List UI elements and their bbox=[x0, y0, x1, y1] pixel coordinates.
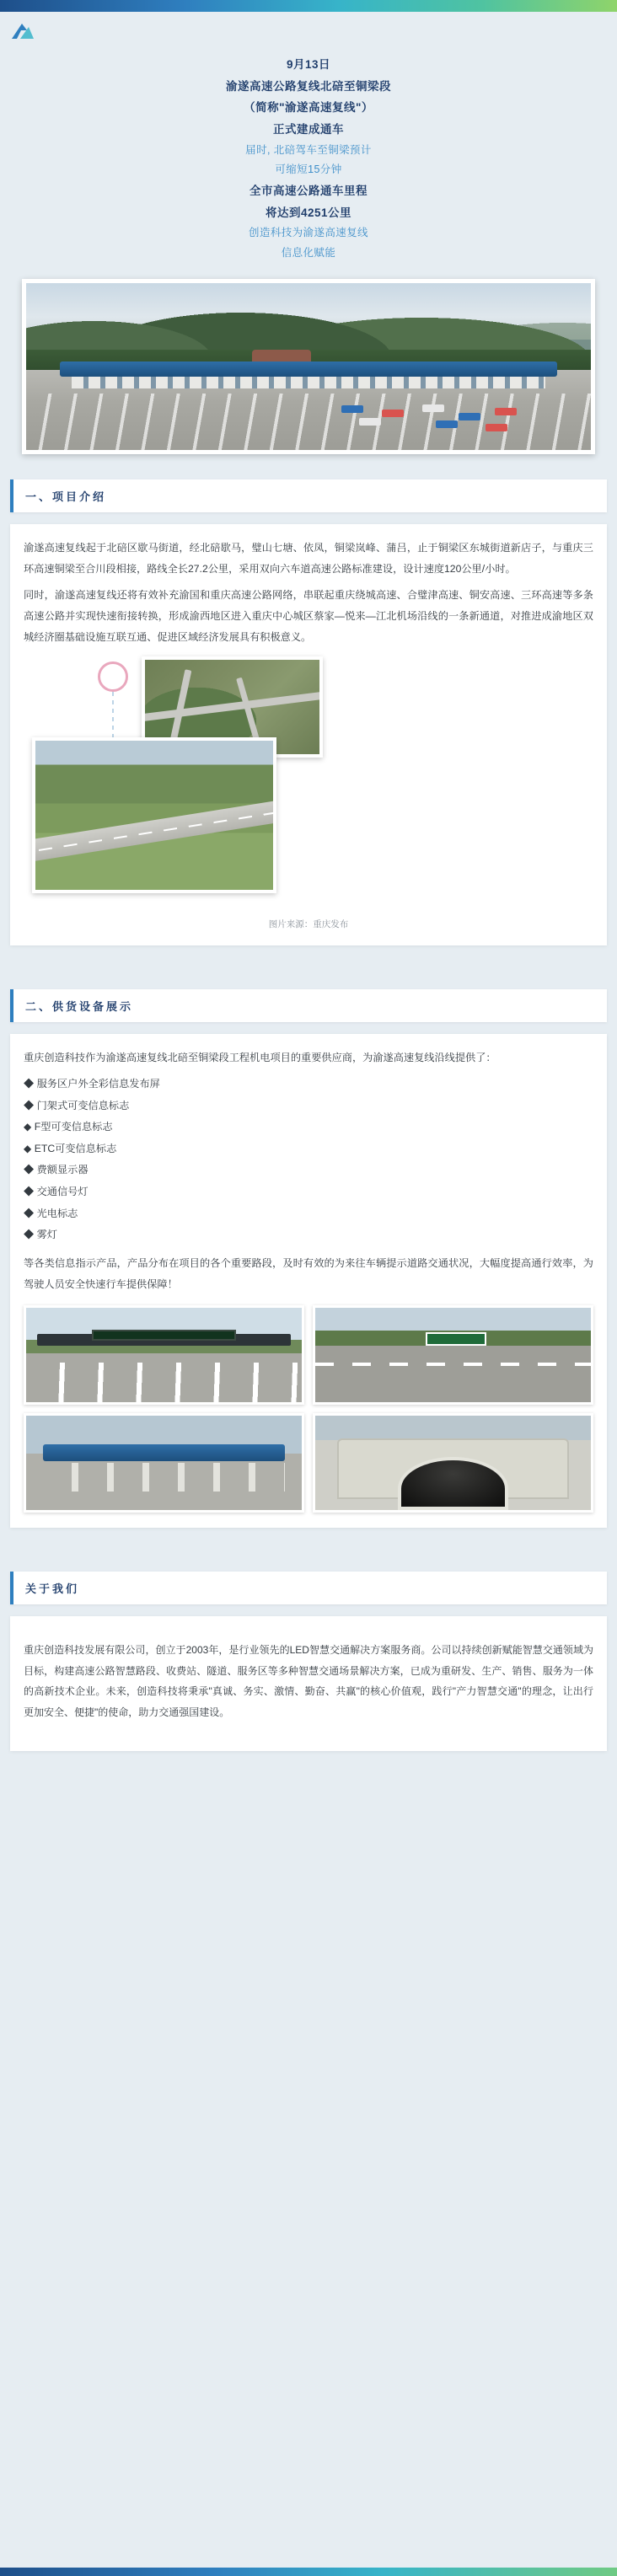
headline-line-9: 信息化赋能 bbox=[281, 247, 336, 260]
headline-line-4: 届时, 北碚驾车至铜梁预计 bbox=[245, 143, 372, 156]
valley-highway-art bbox=[35, 741, 273, 890]
equipment-paragraph-1: 重庆创造科技作为渝遂高速复线北碚至铜梁段工程机电项目的重要供应商，为渝遂高速复线沿线提供了： bbox=[24, 1051, 496, 1063]
company-logo-icon bbox=[8, 20, 37, 46]
intro-photo-collage bbox=[24, 656, 593, 909]
hero-toll-canopy bbox=[60, 361, 557, 377]
spacer-3 bbox=[0, 1765, 617, 1786]
headline-line-1: 渝遂高速公路复线北碚至铜梁段 bbox=[226, 79, 391, 93]
decorative-dotted-line bbox=[112, 692, 114, 742]
about-paragraph: 重庆创造科技发展有限公司，创立于2003年，是行业领先的LED智慧交通解决方案服务商。公司以持续创新赋能智慧交通领域为目标，构建高速公路智慧路段、收费站、隧道、服务区等多种智慧交通场景解决方案，已成为重研发、生产、销售、服务为一体的高新技术企业。未来，创造科技将秉承"真诚、务实、激情、勤奋、共赢"的核心价值观，践行"产力智慧交通"的理念，让出行更加安全、便捷"的使命，助力交通强国建设。 bbox=[24, 1643, 593, 1718]
headline-date: 9月13日 bbox=[286, 58, 331, 71]
toll-station-booths bbox=[43, 1463, 286, 1492]
valley-highway-roadway bbox=[32, 794, 276, 864]
gantry-art bbox=[26, 1308, 302, 1402]
logo-row bbox=[0, 12, 617, 49]
intro-paragraph-2: 同时，渝遂高速复线还将有效补充渝国和重庆高速公路网络，串联起重庆绕城高速、合璧津高速、铜安高速、三环高速等多条高速公路并实现快速衔接转换，形成渝西地区进入重庆中心城区蔡家—悦来—江北机场沿线的一条新通道，对推进成渝地区双城经济圈基础设施互联互通、促进区域经济发展具有积极意义。 bbox=[24, 588, 593, 643]
gantry-lane-markings bbox=[26, 1363, 302, 1402]
list-item: ◆ 门架式可变信息标志 bbox=[24, 1099, 130, 1111]
headline-line-3: 正式建成通车 bbox=[273, 122, 344, 136]
list-item: ◆ 费额显示器 bbox=[24, 1164, 89, 1176]
about-card bbox=[10, 1616, 607, 1751]
top-gradient-bar bbox=[0, 0, 617, 12]
photo-highway-sign bbox=[313, 1305, 593, 1405]
headline-line-2: （简称"渝遂高速复线"） bbox=[244, 101, 373, 115]
toll-station-roof bbox=[43, 1444, 286, 1461]
section-heading-intro: 一、项目介绍 bbox=[10, 479, 607, 512]
gantry-vms-board bbox=[92, 1330, 235, 1341]
spacer-2 bbox=[0, 1541, 617, 1563]
photo-tunnel-entrance bbox=[313, 1413, 593, 1513]
equipment-photo-grid bbox=[24, 1305, 593, 1513]
tunnel-art bbox=[315, 1416, 591, 1510]
list-item: ◆ F型可变信息标志 bbox=[24, 1121, 113, 1133]
intro-card bbox=[10, 524, 607, 945]
photo-gantry-board bbox=[24, 1305, 304, 1405]
photo-toll-station bbox=[24, 1413, 304, 1513]
section-heading-about: 关于我们 bbox=[10, 1572, 607, 1604]
list-item: ◆ 交通信号灯 bbox=[24, 1186, 89, 1198]
bottom-gradient-bar bbox=[0, 2568, 617, 2576]
highway-lane-dashes bbox=[315, 1363, 591, 1366]
headline-block bbox=[0, 49, 617, 276]
hero-image-toll-plaza bbox=[22, 279, 595, 454]
section-heading-equipment: 二、供货设备展示 bbox=[10, 989, 607, 1022]
list-item: ◆ 雾灯 bbox=[24, 1229, 57, 1241]
photo-credit-caption: 图片来源：重庆发布 bbox=[268, 918, 349, 929]
aerial-road-main bbox=[142, 692, 323, 723]
headline-line-6: 全市高速公路通车里程 bbox=[249, 185, 368, 198]
hero-toll-booths bbox=[72, 377, 546, 388]
headline-line-7: 将达到4251公里 bbox=[265, 206, 352, 219]
equipment-card bbox=[10, 1034, 607, 1528]
equipment-bullet-list bbox=[24, 1074, 593, 1246]
intro-paragraph-1: 渝遂高速复线起于北碚区歇马街道，经北碚歇马，璧山七塘、依凤，铜梁岚峰、蒲吕，止于铜梁区东城街道新店子，与重庆三环高速铜梁至合川段相接，路线全长27.2公里，采用双向六车道高速公路标准建设，设计速度120公里/小时。 bbox=[24, 541, 593, 575]
list-item: ◆ 服务区户外全彩信息发布屏 bbox=[24, 1077, 160, 1090]
equipment-paragraph-2: 等各类信息指示产品，产品分布在项目的各个重要路段，及时有效的为来往车辆提示道路交通状况，大幅度提高通行效率，为驾驶人员安全快速行车提供保障！ bbox=[24, 1256, 593, 1290]
list-item: ◆ ETC可变信息标志 bbox=[24, 1142, 117, 1154]
highway-art bbox=[315, 1308, 591, 1402]
hero-image-wrap bbox=[0, 276, 617, 471]
spacer-1 bbox=[0, 959, 617, 981]
list-item: ◆ 光电标志 bbox=[24, 1207, 78, 1219]
headline-line-5: 可缩短15分钟 bbox=[275, 163, 342, 176]
highway-green-sign bbox=[426, 1332, 486, 1346]
headline-line-8: 创造科技为渝遂高速复线 bbox=[249, 227, 368, 239]
toll-station-art bbox=[26, 1416, 302, 1510]
decorative-circle bbox=[98, 661, 128, 692]
hero-cars bbox=[337, 403, 563, 440]
photo-valley-highway bbox=[32, 737, 276, 893]
